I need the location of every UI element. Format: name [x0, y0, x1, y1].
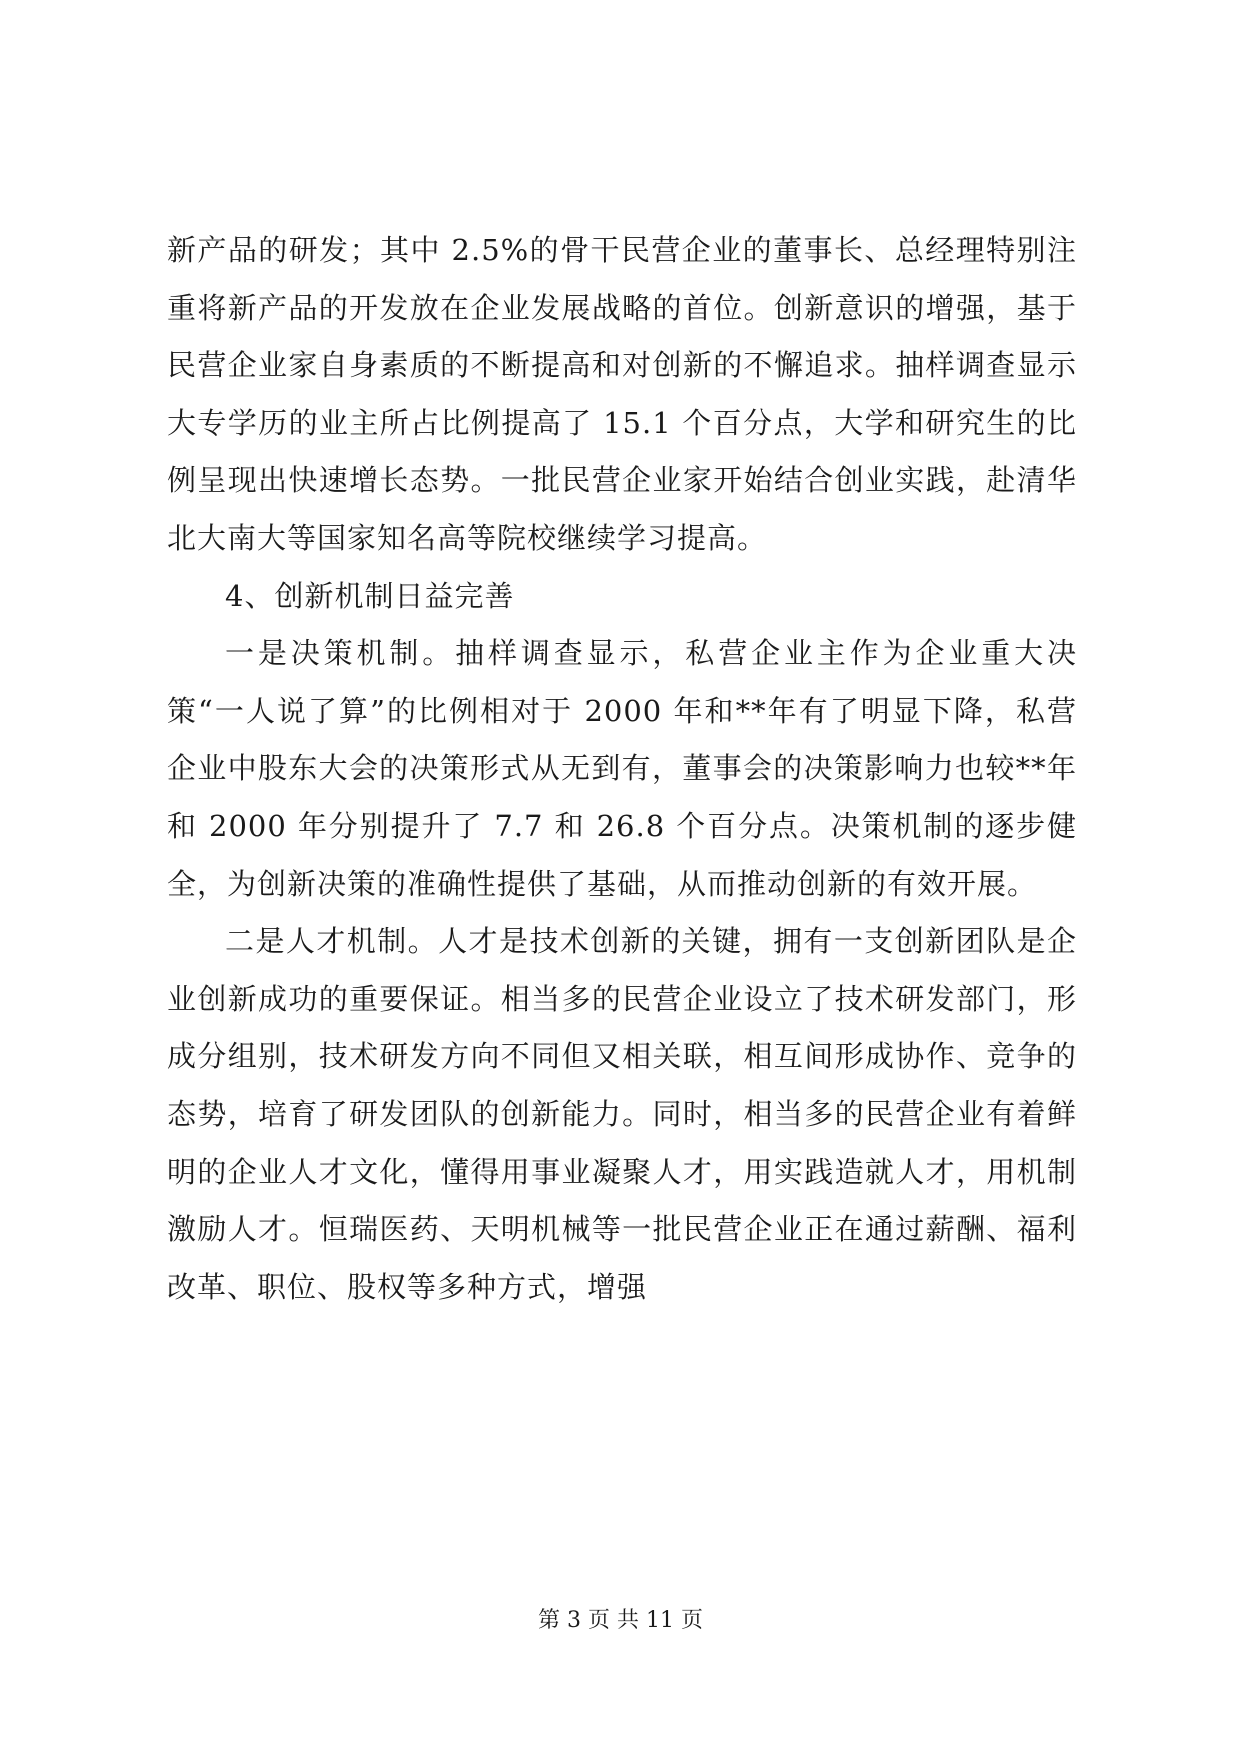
- paragraph-decision-mechanism: 一是决策机制。抽样调查显示，私营企业主作为企业重大决策“一人说了算”的比例相对于 2000 年和**年有了明显下降，私营企业中股东大会的决策形式从无到有，董事会的决策影响力也较**年和 2000 年分别提升了 7.7 和 26.8 个百分点。决策机制的逐步健全，为创新决策的准确性提供了基础，从而推动创新的有效开展。: [167, 636, 1077, 901]
- paragraph-continuation: 新产品的研发；其中 2.5%的骨干民营企业的董事长、总经理特别注重将新产品的开发放在企业发展战略的首位。创新意识的增强，基于民营企业家自身素质的不断提高和对创新的不懈追求。抽样调查显示大专学历的业主所占比例提高了 15.1 个百分点，大学和研究生的比例呈现出快速增长态势。一批民营企业家开始结合创业实践，赴清华北大南大等国家知名高等院校继续学习提高。: [167, 233, 1077, 555]
- paragraph-talent-mechanism: 二是人才机制。人才是技术创新的关键，拥有一支创新团队是企业创新成功的重要保证。相当多的民营企业设立了技术研发部门，形成分组别，技术研发方向不同但又相关联，相互间形成协作、竞争的态势，培育了研发团队的创新能力。同时，相当多的民营企业有着鲜明的企业人才文化，懂得用事业凝聚人才，用实践造就人才，用机制激励人才。恒瑞医药、天明机械等一批民营企业正在通过薪酬、福利改革、职位、股权等多种方式，增强: [167, 924, 1077, 1304]
- section-heading: 4、创新机制日益完善: [225, 578, 515, 613]
- page-number-footer: 第 3 页 共 11 页: [538, 1608, 703, 1633]
- document-body: [167, 222, 1077, 1316]
